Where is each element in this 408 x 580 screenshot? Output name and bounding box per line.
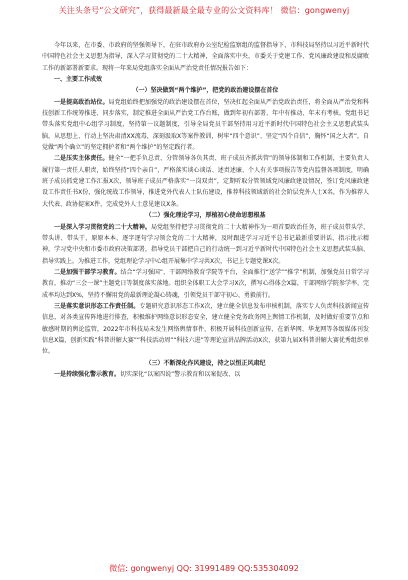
subsection-heading-work-style: （三）不断深化作风建设，持之以恒正风肃纪: [145, 359, 266, 367]
paragraph-body: 专题研究意识形态工作X次，建立健全信息发布审核机制，落实专人负责科技新闻宣传信息，对各类宣传阵地进行排查，积极维护网络意识形态安全，建立健全党务政务网上舆情工作机制，及时做好重要节点和敏感时期的舆论监管，2022年市科技局未发生网络舆情事件，积极开展科技创新宣传，在新华网、华龙网等各级媒体刊发信息X篇，创新实践“科普讲解大赛”“科技活动周”“科技六进”等理论宣讲品牌活动X次，获第九届X科普讲解大赛优秀组织单位。: [42, 302, 369, 356]
paragraph-ideology-responsibility: [42, 301, 369, 358]
paragraph-lead: 一是深入学习贯彻党的二十大精神。: [54, 223, 151, 231]
paragraph-lead: 三是落实意识形态工作责任制。: [54, 302, 140, 310]
subsection-heading-political-building: （一）坚决做到“两个维护”，把党的政治建设摆在首位: [132, 87, 279, 95]
header-banner-text: 关注头条号“公文研究”，获得最新最全最专业的公文资料库！ 微信：gongwenyj: [58, 5, 350, 15]
paragraph-body: 结合“学习强国”、干部网络教育学院等平台，全面推行“送学”“推学”机制，加强党员日常学习教育，推动“三会一课”主题党日等制度落实落地。组织全体职工大会学习X次，撰写心得体会X篇，干部网络学院参学率、完成率均达到X%，坚持不懈用党的最新理论凝心铸魂，引领党员干部守初心、勇毅前行。: [42, 268, 369, 299]
section-heading-main-achievements: 一、主要工作成效: [54, 76, 103, 84]
paragraph-lead: 一是持续强化警示教育。: [54, 370, 121, 378]
subsection-heading-theory-study: （二）强化理论学习，厚植初心使命思想根基: [145, 212, 266, 220]
paragraph-body: 健全“一把手负总责、分管领导各负其责、班子成员齐抓共管”的领导体制和工作机制，主要负责人履行第一责任人职责，始终坚持“四个亲自”，严格落实谈心谈话、述责述廉、个人有关事项报告等党内监督各项制度，明确班子成员抓党建工作汇报X次，领导班子成员严格落实“一岗双责”，定期听取分管领域党风廉政建设情况，签订党风廉政建设工作责任书X份，强化统战工作领导，推进党外代表人士队伍建设，推荐科技领域新的社会阶层党外人士X名，作为推荐人大代表、政协提案X件，完成党外人士意见建议X条。: [42, 155, 369, 208]
paragraph-body: 局党组始终把加强党的政治建设摆在首位，坚决扛起全面从严治党政治责任，将全面从严治党和科技创新工作统筹推进、同步落实，制定推进全面从严治党工作台账，做到年初有部署、年中有推动、年末有考核。党组书记带头落实党组中心组学习制度，坚持第一议题制度，引导全局党员干部坚持用习近平新时代中国特色社会主义思想武装头脑，从思想上、行动上坚决肃清XX流毒，深刻汲取X等案件教训，树牢“四个意识”、坚定“四个自信”，胸怀“国之大者”，自觉做“两个确立”的坚定拥护者和“两个维护”的坚定践行者。: [42, 98, 369, 152]
paragraph-lead: 二是加强干部学习教育。: [54, 268, 121, 276]
paragraph-body: 局党组坚持把学习贯彻党的二十大精神作为一项首要政治任务，班子成员带头学、带头讲、带头干，原原本本、逐字逐句学习领会党的二十大精神，及时跟进学习习近平总书记最新重要讲话、指示批示精神，学习党中央和市委市政府决策部署，指导党员干部把自己的行动统一到习近平新时代中国特色社会主义思想武装头脑、指导实践上。为推进工作，党组理论学习中心组开展集中学习共X次，书记上专题党课X次。: [42, 223, 369, 265]
paragraph-political-stance: [42, 97, 369, 154]
footer-contact: [0, 560, 408, 576]
paragraph-lead: 二是压实主体责任。: [54, 155, 109, 163]
paragraph-body: 切实深化“以案四说”警示教育和以案促改、以: [120, 370, 241, 378]
paragraph-warning-education: [42, 369, 369, 380]
header-banner: [0, 0, 408, 20]
paragraph-main-responsibility: [42, 153, 369, 210]
paragraph-study-congress: [42, 222, 369, 267]
footer-contact-text: 微信: gongwenyj QQ: 31991489 QQ:535304092: [109, 563, 299, 573]
document-body: [42, 40, 369, 380]
paragraph-lead: 一是提高政治站位。: [54, 98, 109, 106]
intro-paragraph: 今年以来，在市委、市政府的坚强领导下，在驻市政府办公室纪检监察组的监督指导下，市科技局坚持以习近平新时代中国特色社会主义思想为指导，深入学习贯彻党的二十大精神，全面落实中央、市委关于党建工作、党风廉政建设和反腐败工作的新部署新要求。现将一年来局党组落实全面从严治党责任情况报告如下：: [42, 42, 369, 72]
paragraph-cadre-education: [42, 267, 369, 301]
